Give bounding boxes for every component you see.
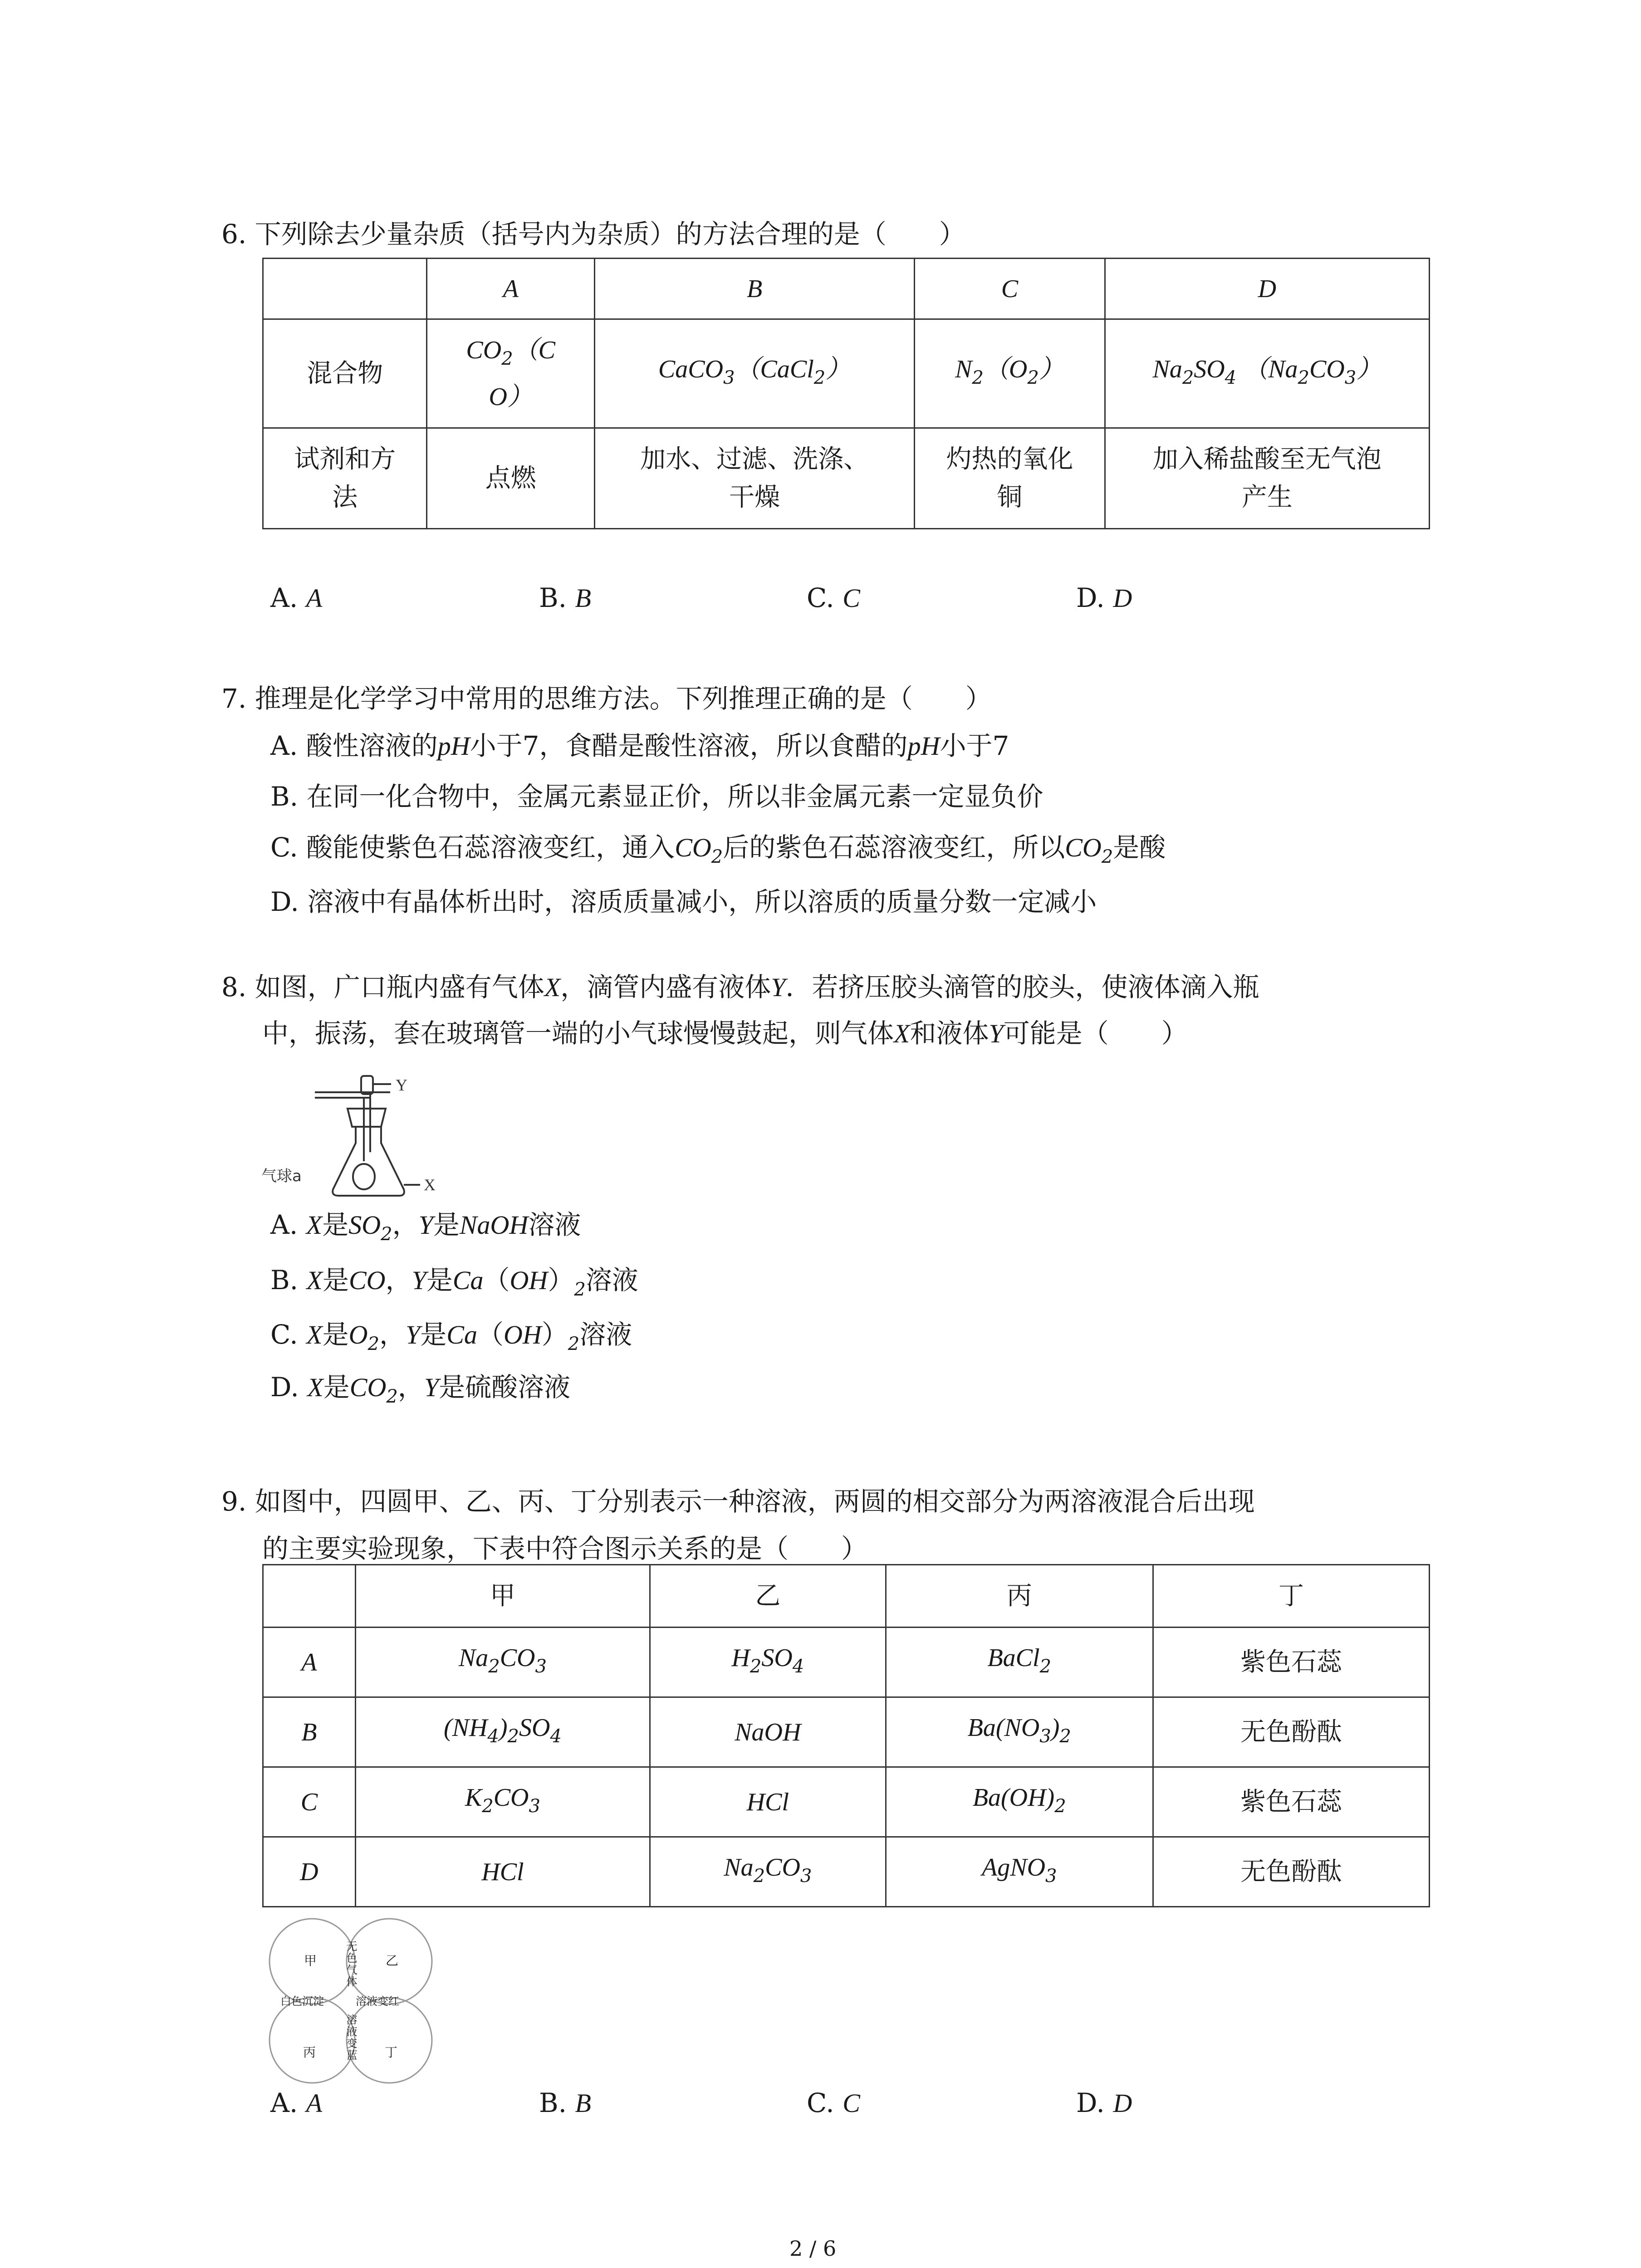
q6-row-label: 试剂和方 法 [263, 428, 427, 529]
q9-cell: $Na_2CO_3$ [650, 1837, 886, 1907]
venn-label-left: 白色沉淀 [280, 1995, 324, 2008]
q9-cell: $K_2CO_3$ [355, 1767, 650, 1837]
q9-cell: 紫色石蕊 [1153, 1628, 1429, 1697]
q9-stem-line1: 9. 如图中，四圆甲、乙、丙、丁分别表示一种溶液，两圆的相交部分为两溶液混合后出现 [221, 1486, 1255, 1517]
q9-cell: BaCl$_2$ [886, 1628, 1153, 1697]
q6-header-cell: B [594, 259, 914, 319]
q7-option-b: B. 在同一化合物中，金属元素显正价，所以非金属元素一定显负价 [270, 781, 1043, 812]
venn-label-bing: 丙 [303, 2045, 316, 2060]
q9-option-c: C. C [807, 2087, 860, 2118]
q6-cell-d-method: 加入稀盐酸至无气泡 产生 [1105, 428, 1429, 529]
q6-cell-a-method: 点燃 [427, 428, 595, 529]
venn-label-ding: 丁 [385, 2045, 398, 2060]
q9-cell: $Ba(OH)_2$ [886, 1767, 1153, 1837]
q6-option-b: B. B [539, 582, 591, 613]
q9-option-b: B. B [539, 2087, 591, 2118]
circle-bing [269, 1998, 355, 2083]
q6-cell-c-method: 灼热的氧化 铜 [915, 428, 1105, 529]
q8-stem-line1: 8. 如图，广口瓶内盛有气体X，滴管内盛有液体Y．若挤压胶头滴管的胶头，使液体滴入瓶 [221, 972, 1259, 1002]
q6-option-a: A. A [270, 582, 323, 613]
q6-cell-b-method: 加水、过滤、洗涤、 干燥 [594, 428, 914, 529]
q9-cell: HCl [650, 1767, 886, 1837]
venn-label-bottom: 溶液变蓝 [344, 2014, 357, 2061]
q6-header-cell: A [427, 259, 595, 319]
q6-cell-b-mix: CaCO$_3$（CaCl$_2$） [594, 319, 914, 428]
q9-header-cell: 甲 [355, 1565, 650, 1628]
q9-cell: 紫色石蕊 [1153, 1767, 1429, 1837]
q9-cell: HCl [355, 1837, 650, 1907]
q6-cell-c-mix: $N_2(O_2)$ [915, 319, 1105, 428]
q9-header-cell: 乙 [650, 1565, 886, 1628]
q9-cell: 无色酚酞 [1153, 1697, 1429, 1767]
q9-row-label: A [263, 1628, 356, 1697]
q6-header-cell: D [1105, 259, 1429, 319]
circle-ding [347, 1998, 432, 2083]
q8-stem-line2: 中，振荡，套在玻璃管一端的小气球慢慢鼓起，则气体X和液体Y可能是（ ） [262, 1018, 1188, 1049]
q6-table [262, 258, 1430, 529]
q9-table-row [263, 1628, 1430, 1697]
q7-stem: 7. 推理是化学学习中常用的思维方法。下列推理正确的是（ ） [221, 683, 992, 714]
q9-table-row [263, 1697, 1430, 1767]
q6-stem: 6. 下列除去少量杂质（括号内为杂质）的方法合理的是（ ） [221, 219, 965, 249]
q7-option-d: D. 溶液中有晶体析出时，溶质质量减小，所以溶质的质量分数一定减小 [270, 886, 1097, 917]
q9-option-a: A. A [270, 2087, 323, 2118]
venn-diagram [262, 1917, 439, 2085]
q7-option-a: A. 酸性溶液的pH小于7，食醋是酸性溶液，所以食醋的pH小于7 [270, 730, 1009, 761]
q9-row-label: B [263, 1697, 356, 1767]
page-number: 2 / 6 [789, 2236, 837, 2261]
q8-option-d: D. X是$CO_2$，Y是硫酸溶液 [270, 1372, 571, 1407]
flask-apparatus-figure [259, 1070, 495, 1202]
venn-label-right: 溶液变红 [356, 1995, 399, 2008]
venn-label-jia: 甲 [304, 1953, 317, 1968]
q9-header-cell [263, 1565, 356, 1628]
q9-cell: NaOH [650, 1697, 886, 1767]
q9-cell: AgNO$_3$ [886, 1837, 1153, 1907]
q6-row-label: 混合物 [263, 319, 427, 428]
fig-balloon-label: 气球a [261, 1167, 302, 1185]
q9-row-label: D [263, 1837, 356, 1907]
q6-header-cell: C [915, 259, 1105, 319]
q9-table [262, 1564, 1430, 1907]
q9-cell: $Ba(NO_3)_2$ [886, 1697, 1153, 1767]
q9-stem-line2: 的主要实验现象，下表中符合图示关系的是（ ） [262, 1533, 868, 1564]
q9-cell: 无色酚酞 [1153, 1837, 1429, 1907]
q6-option-d: D. D [1076, 582, 1132, 613]
q9-table-row [263, 1767, 1430, 1837]
fig-y-label: Y [396, 1076, 407, 1094]
q6-cell-d-mix: $Na_2SO_4$ $(Na_2CO_3)$ [1105, 319, 1429, 428]
q9-cell: $Na_2CO_3$ [355, 1628, 650, 1697]
q9-row-label: C [263, 1767, 356, 1837]
q6-cell-a-mix: $CO_2(C$ O） [427, 319, 595, 428]
q8-option-c: C. X是$O_2$，Y是$Ca(OH)_2$溶液 [270, 1319, 632, 1354]
q9-table-row [263, 1837, 1430, 1907]
q8-option-a: A. X是$SO_2$，Y是NaOH溶液 [270, 1209, 581, 1245]
q9-cell: $H_2SO_4$ [650, 1628, 886, 1697]
q6-header-cell [263, 259, 427, 319]
q8-option-b: B. X是CO，Y是$Ca(OH)_2$溶液 [270, 1265, 638, 1300]
q9-header-cell: 丁 [1153, 1565, 1429, 1628]
q9-header-cell: 丙 [886, 1565, 1153, 1628]
q9-option-d: D. D [1076, 2087, 1132, 2118]
q7-option-c: C. 酸能使紫色石蕊溶液变红，通入$CO_2$后的紫色石蕊溶液变红，所以$CO_2$是酸 [270, 832, 1166, 867]
q9-cell: $(NH_4)_2SO_4$ [355, 1697, 650, 1767]
venn-label-yi: 乙 [386, 1953, 399, 1968]
venn-label-top: 无色气体 [344, 1941, 357, 1988]
q6-option-c: C. C [807, 582, 860, 613]
fig-x-label: X [424, 1176, 436, 1194]
